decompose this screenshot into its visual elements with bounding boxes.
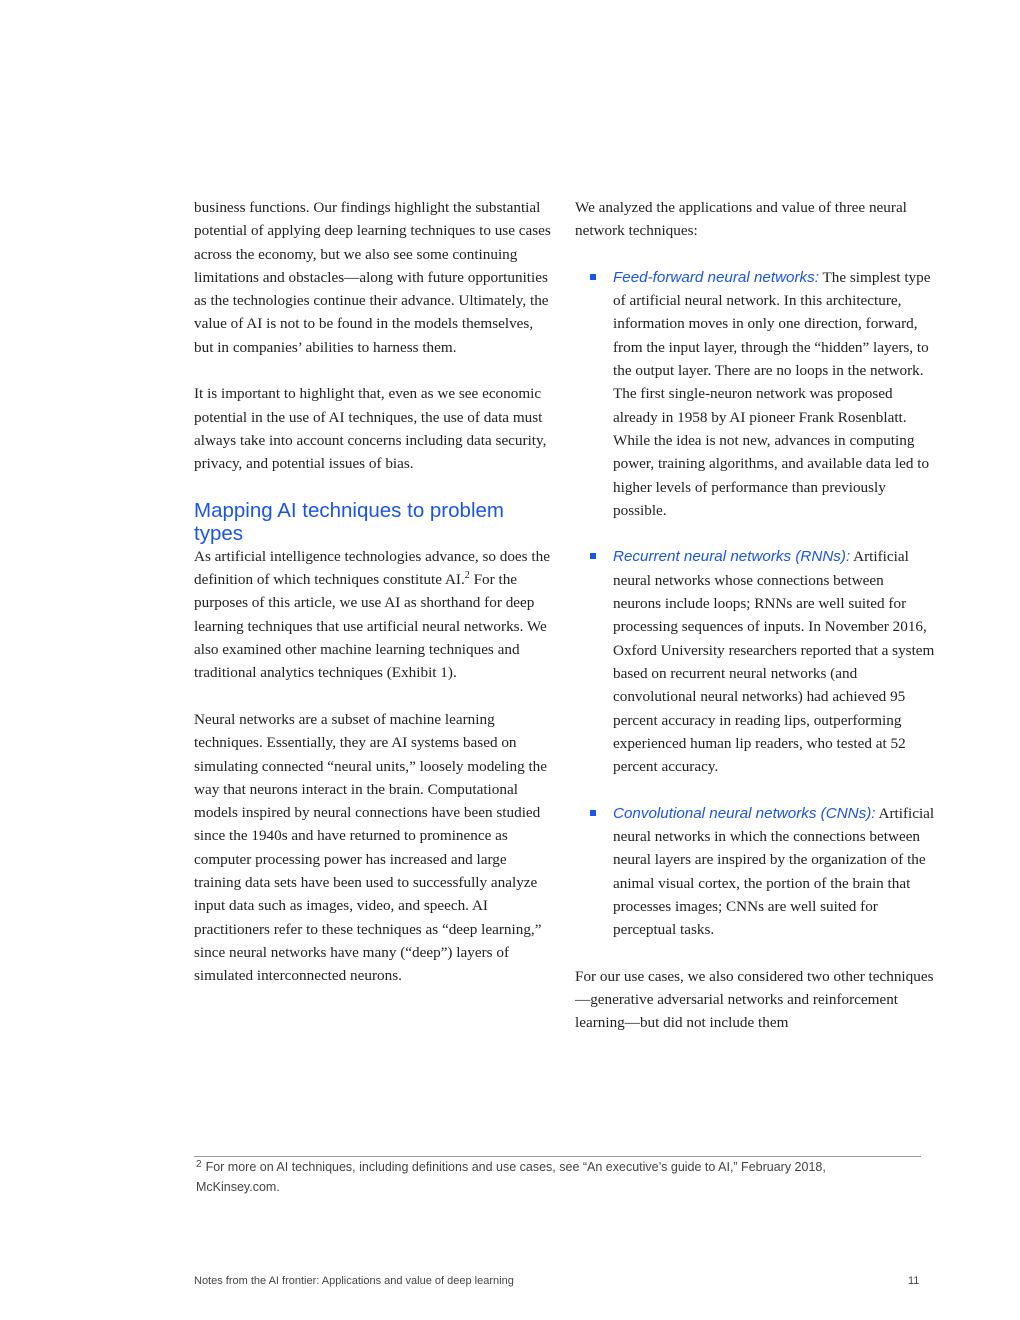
- footnote-ref: 2: [464, 570, 470, 582]
- left-column: [194, 196, 554, 1011]
- bullet-square-icon: [590, 553, 596, 559]
- footnote-text: For more on AI techniques, including definitions and use cases, see “An executive’s guide to AI,” February 2018, McKinsey.com.: [196, 1160, 826, 1194]
- footer-title: Notes from the AI frontier: Applications and value of deep learning: [194, 1275, 514, 1287]
- footnote: [196, 1158, 896, 1197]
- right-column: [575, 196, 935, 1058]
- footnote-divider: [194, 1156, 921, 1157]
- bullet-square-icon: [590, 274, 596, 280]
- bullet-term: Feed-forward neural networks:: [613, 268, 819, 286]
- bullet-text: Artificial neural networks whose connections between neurons include loops; RNNs are well suited for processing sequences of inputs. In November 2016, Oxford University researchers reported that a system based on recurrent neural networks (and convolutional neural networks) had achieved 95 percent accuracy in reading lips, outperforming experienced human lip readers, who tested at 52 percent accuracy.: [613, 548, 935, 776]
- paragraph-business-functions: business functions. Our findings highlight the substantial potential of applying deep learning techniques to use cases across the economy, but we also see some continuing limitations and obstacles—along with future opportunities as the technologies continue their advance. Ultimately, the value of AI is not to be found in the models themselves, but in companies’ abilities to harness them.: [194, 199, 551, 356]
- paragraph-ai-definition: [194, 545, 554, 685]
- bullet-recurrent: [575, 545, 935, 778]
- paragraph-ai-definition-end: For the purposes of this article, we use AI as shorthand for deep learning techniques that use artificial neural networks. We also examined other machine learning techniques and traditional analytics techniques (Exhibit 1).: [194, 571, 547, 682]
- paragraph-intro: We analyzed the applications and value of three neural network techniques:: [575, 199, 907, 240]
- footnote-number: 2: [196, 1159, 202, 1170]
- bullet-feed-forward: [575, 266, 935, 522]
- bullet-term: Recurrent neural networks (RNNs):: [613, 548, 851, 566]
- paragraph-ai-definition-start: As artificial intelligence technologies advance, so does the definition of which techniques constitute AI.: [194, 547, 550, 589]
- paragraph-other-techniques: For our use cases, we also considered two other techniques—generative adversarial networks and reinforcement learning—but did not include them: [575, 967, 934, 1032]
- page-number: 11: [908, 1275, 920, 1287]
- section-heading: Mapping AI techniques to problem types: [194, 498, 504, 545]
- paragraph-neural-networks: Neural networks are a subset of machine learning techniques. Essentially, they are AI systems based on simulating connected “neural units,” loosely modeling the way that neurons interact in the brain. Computational models inspired by neural connections have been studied since the 1940s and have returned to prominence as computer processing power has increased and large training data sets have been used to successfully analyze input data such as images, video, and speech. AI practitioners refer to these techniques as “deep learning,” since neural networks have many (“deep”) layers of simulated interconnected neurons.: [194, 710, 548, 985]
- paragraph-data-concerns: It is important to highlight that, even as we see economic potential in the use of AI techniques, the use of data must always take into account concerns including data security, privacy, and potential issues of bias.: [194, 385, 547, 473]
- bullet-text: The simplest type of artificial neural network. In this architecture, information moves in only one direction, forward, from the input layer, through the “hidden” layers, to the output layer. There are no loops in the network. The first single-neuron network was proposed already in 1958 by AI pioneer Frank Rosenblatt. While the idea is not new, advances in computing power, training algorithms, and available data led to higher levels of performance than previously possible.: [613, 268, 931, 519]
- bullet-square-icon: [590, 810, 596, 816]
- bullet-convolutional: [575, 802, 935, 942]
- bullet-term: Convolutional neural networks (CNNs):: [613, 804, 876, 822]
- bullet-text: Artificial neural networks in which the connections between neural layers are inspired by the organization of the animal visual cortex, the portion of the brain that processes images; CNNs are well suited for perceptual tasks.: [613, 804, 935, 939]
